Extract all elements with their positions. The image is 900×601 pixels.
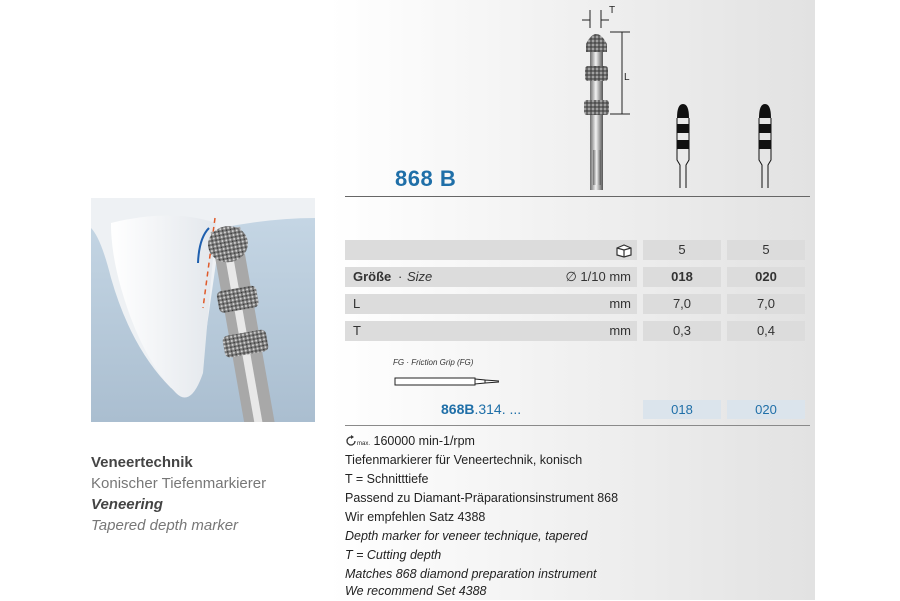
order-value-018: 018 <box>643 400 721 419</box>
size-label-en: Size <box>407 269 433 284</box>
header-divider <box>345 196 810 197</box>
desc-line-1: Tiefenmarkierer für Veneertechnik, konisch <box>345 453 583 467</box>
small-bur-outline-020 <box>759 104 772 188</box>
row-l-label-cell <box>345 294 637 314</box>
pack-label-cell <box>345 240 637 260</box>
large-bur-drawing <box>584 34 609 190</box>
size-label-de: Größe <box>353 269 392 284</box>
instrument-drawings <box>560 0 820 195</box>
desc-line-3: Passend zu Diamant-Präparationsinstrument 868 <box>345 491 619 505</box>
product-code: 868 B <box>395 166 457 191</box>
size-label-cell <box>345 267 637 287</box>
row-t-label-cell <box>345 321 637 341</box>
veneer-illustration <box>91 198 315 422</box>
desc-line-4: Wir empfehlen Satz 4388 <box>345 510 486 524</box>
row-l-unit: mm <box>609 296 631 311</box>
size-value-020: 020 <box>727 267 805 287</box>
dim-label-t: T <box>609 5 616 16</box>
row-t-value-018: 0,3 <box>643 321 721 341</box>
dimension-lines <box>582 10 630 114</box>
order-suffix: .314. ... <box>474 401 522 417</box>
size-separator: · <box>398 269 403 284</box>
small-bur-outline-018 <box>677 104 690 188</box>
desc-en-line-1: Depth marker for veneer technique, tapered <box>345 529 588 543</box>
desc-en-line-3: Matches 868 diamond preparation instrument <box>345 567 597 581</box>
desc-line-2: T = Schnitttiefe <box>345 472 429 486</box>
order-prefix: 868B <box>441 401 475 417</box>
dim-label-l: L <box>624 72 630 83</box>
shank-drawing <box>393 375 503 389</box>
order-divider <box>345 425 810 426</box>
order-value-020: 020 <box>727 400 805 419</box>
row-l-label: L <box>353 296 361 311</box>
shank-label: FG · Friction Grip (FG) <box>393 358 474 367</box>
subtitle-de: Konischer Tiefenmarkierer <box>91 475 267 492</box>
row-t-label: T <box>353 323 361 338</box>
row-l-value-018: 7,0 <box>643 294 721 314</box>
package-icon <box>615 242 633 258</box>
desc-en-line-2: T = Cutting depth <box>345 548 442 562</box>
title-de: Veneertechnik <box>91 454 193 471</box>
size-unit: ∅ 1/10 mm <box>565 269 631 284</box>
row-t-value-020: 0,4 <box>727 321 805 341</box>
pack-value-018: 5 <box>643 240 721 260</box>
rotation-icon <box>345 435 357 447</box>
row-l-value-020: 7,0 <box>727 294 805 314</box>
subtitle-en: Tapered depth marker <box>91 517 239 534</box>
title-en: Veneering <box>91 496 163 513</box>
size-value-018: 018 <box>643 267 721 287</box>
speed-sub: max. <box>357 441 371 447</box>
desc-en-line-4: We recommend Set 4388 <box>345 584 487 598</box>
speed-value: 160000 min-1/rpm <box>373 434 475 448</box>
pack-value-020: 5 <box>727 240 805 260</box>
row-t-unit: mm <box>609 323 631 338</box>
order-number <box>441 401 521 417</box>
